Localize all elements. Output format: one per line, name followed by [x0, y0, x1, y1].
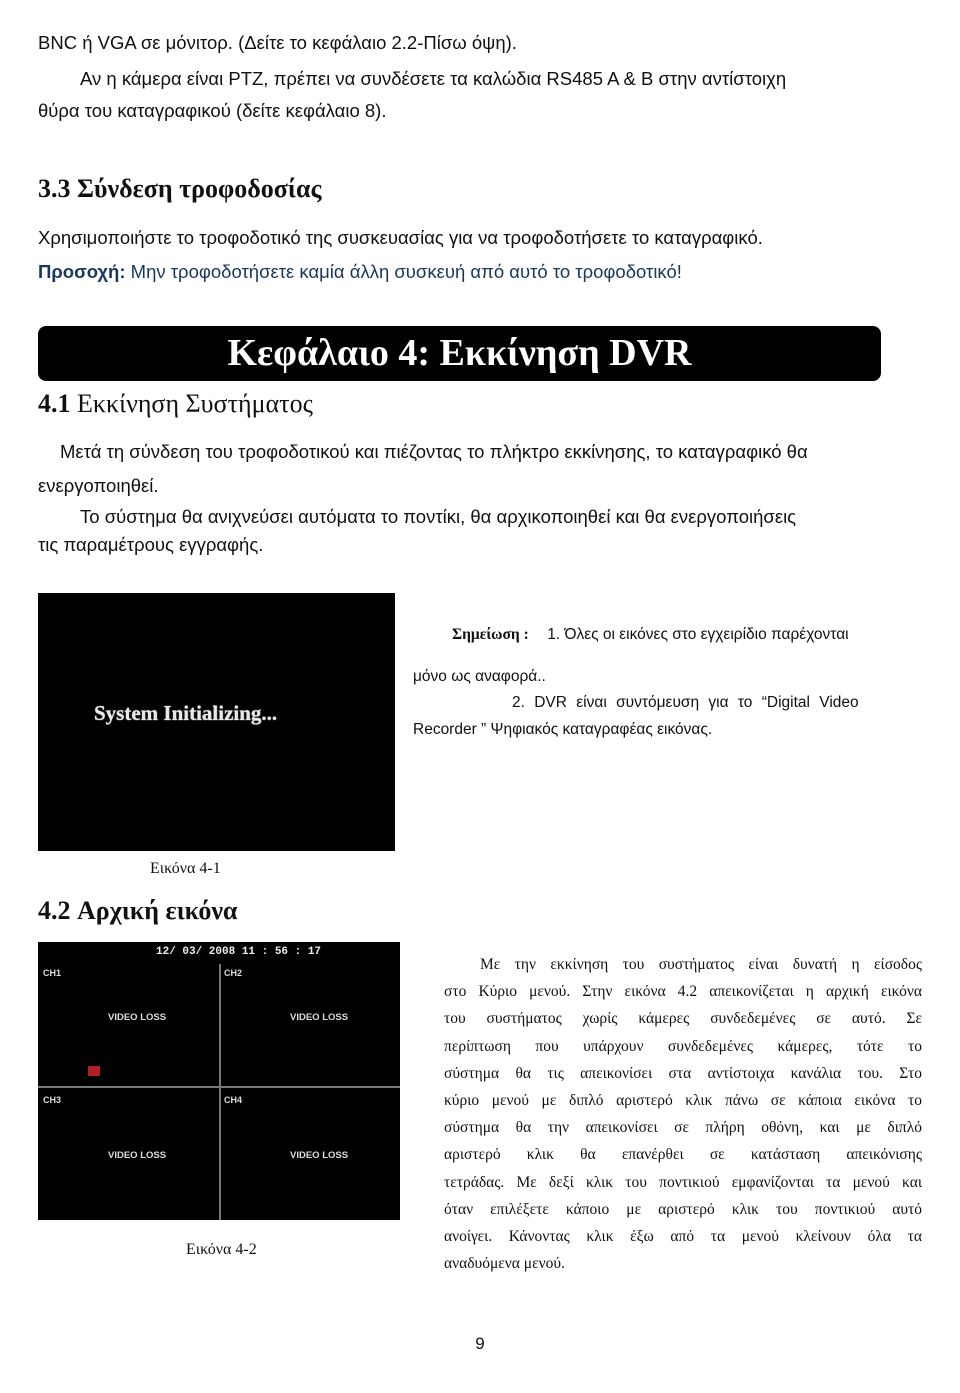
warning-label: Προσοχή: — [38, 261, 126, 282]
channel-4-video-loss: VIDEO LOSS — [290, 1150, 349, 1161]
section-4-1-p2-line2: τις παραμέτρους εγγραφής. — [38, 534, 264, 555]
section-4-1-p2-line1: Το σύστημα θα ανιχνεύσει αυτόματα το ποντίκι, θα αρχικοποιηθεί και θα ενεργοποιήσεις — [80, 506, 797, 527]
desc-line-3: του συστήματος χωρίς κάμερες συνδεδεμένες σε αυτό. Σε — [444, 1010, 922, 1028]
channel-1-video-loss: VIDEO LOSS — [108, 1012, 167, 1023]
section-4-1-number: 4.1 — [38, 389, 71, 418]
description-paragraph — [444, 951, 922, 1277]
quad-divider-vertical — [219, 964, 221, 1220]
note-label: Σημείωση : — [452, 626, 529, 643]
top-line-1: BNC ή VGA σε μόνιτορ. (Δείτε το κεφάλαιο 2.2-Πίσω όψη). — [38, 32, 517, 53]
dvr-quad-screen — [38, 942, 400, 1220]
section-4-2-number: 4.2 — [38, 896, 71, 925]
figure-4-1-caption: Εικόνα 4-1 — [150, 860, 221, 877]
figure-4-2-caption: Εικόνα 4-2 — [186, 1241, 257, 1258]
note-item-1b: μόνο ως αναφορά.. — [413, 668, 546, 685]
section-3-3-number: 3.3 — [38, 174, 71, 203]
channel-2-label: CH2 — [224, 968, 243, 978]
chapter-title: Κεφάλαιο 4: Εκκίνηση DVR — [227, 332, 692, 374]
note-item-1a: 1. Όλες οι εικόνες στο εγχειρίδιο παρέχονται — [547, 626, 849, 643]
note-item-2a: 2. DVR είναι συντόμευση για το “Digital Video — [512, 694, 859, 711]
page-number: 9 — [475, 1334, 485, 1353]
top-line-2: Αν η κάμερα είναι PTZ, πρέπει να συνδέσετε τα καλώδια RS485 A & B στην αντίστοιχη — [80, 68, 787, 89]
section-4-2-title: Αρχική εικόνα — [77, 896, 238, 925]
section-3-3-title: Σύνδεση τροφοδοσίας — [77, 174, 322, 203]
channel-3-label: CH3 — [43, 1095, 62, 1105]
note-line-1 — [452, 626, 849, 644]
desc-line-5: σύστημα θα τις απεικονίσει στα αντίστοιχα κανάλια του. Στο — [444, 1064, 922, 1082]
section-4-1-title: Εκκίνηση Συστήματος — [77, 389, 313, 418]
channel-2-video-loss: VIDEO LOSS — [290, 1012, 349, 1023]
desc-line-9: τετράδας. Με δεξί κλικ του ποντικιού εμφανίζονται τα μενού και — [444, 1173, 922, 1191]
desc-line-4: περίπτωση που υπάρχουν συνδεδεμένες κάμερες, τότε το — [444, 1037, 922, 1055]
desc-line-6: κύριο μενού με διπλό αριστερό κλικ πάνω σε κάποια εικόνα το — [444, 1092, 922, 1110]
desc-line-1: Με την εκκίνηση του συστήματος είναι δυνατή η είσοδος — [480, 956, 922, 973]
desc-line-11: ανοίγει. Κάνοντας κλικ έξω από τα μενού κλείνουν όλα τα — [444, 1228, 922, 1246]
section-4-2-heading — [38, 896, 237, 926]
desc-line-8: αριστερό κλικ θα επανέρθει σε κατάσταση απεικόνισης — [444, 1146, 922, 1164]
section-4-1-p1-line2: ενεργοποιηθεί. — [38, 475, 159, 496]
channel-1-label: CH1 — [43, 968, 62, 978]
boot-screen-text: System Initializing... — [94, 701, 278, 725]
desc-line-7: σύστημα θα την απεικονίσει σε πλήρη οθόνη, και με διπλό — [444, 1119, 922, 1137]
note-item-2b: Recorder ” Ψηφιακός καταγραφέας εικόνας. — [413, 721, 713, 738]
section-4-1-heading — [38, 389, 313, 419]
boot-screen-image — [38, 593, 395, 851]
quad-divider-horizontal — [38, 1086, 400, 1088]
top-line-3: θύρα του καταγραφικού (δείτε κεφάλαιο 8). — [38, 100, 387, 121]
desc-line-12: αναδυόμενα μενού. — [444, 1255, 565, 1273]
desc-line-10: όταν επιλέξετε κάποιο με αριστερό κλικ του ποντικιού αυτό — [444, 1200, 922, 1218]
warning-text: Μην τροφοδοτήσετε καμία άλλη συσκευή από αυτό το τροφοδοτικό! — [130, 261, 682, 282]
section-4-1-p1-line1: Μετά τη σύνδεση του τροφοδοτικού και πιέζοντας το πλήκτρο εκκίνησης, το καταγραφικό θα — [60, 441, 808, 462]
channel-4-label: CH4 — [224, 1095, 243, 1105]
section-3-3-heading — [38, 174, 321, 204]
desc-line-2: στο Κύριο μενού. Στην εικόνα 4.2 απεικονίζεται η αρχική εικόνα — [444, 983, 922, 1001]
chapter-banner — [38, 326, 881, 381]
section-3-3-paragraph: Χρησιμοποιήστε το τροφοδοτικό της συσκευασίας για να τροφοδοτήσετε το καταγραφικό. — [38, 227, 763, 248]
recording-indicator-icon — [88, 1066, 100, 1076]
channel-3-video-loss: VIDEO LOSS — [108, 1150, 167, 1161]
dvr-timestamp: 12/ 03/ 2008 11 : 56 : 17 — [156, 946, 322, 958]
power-warning — [38, 260, 682, 284]
